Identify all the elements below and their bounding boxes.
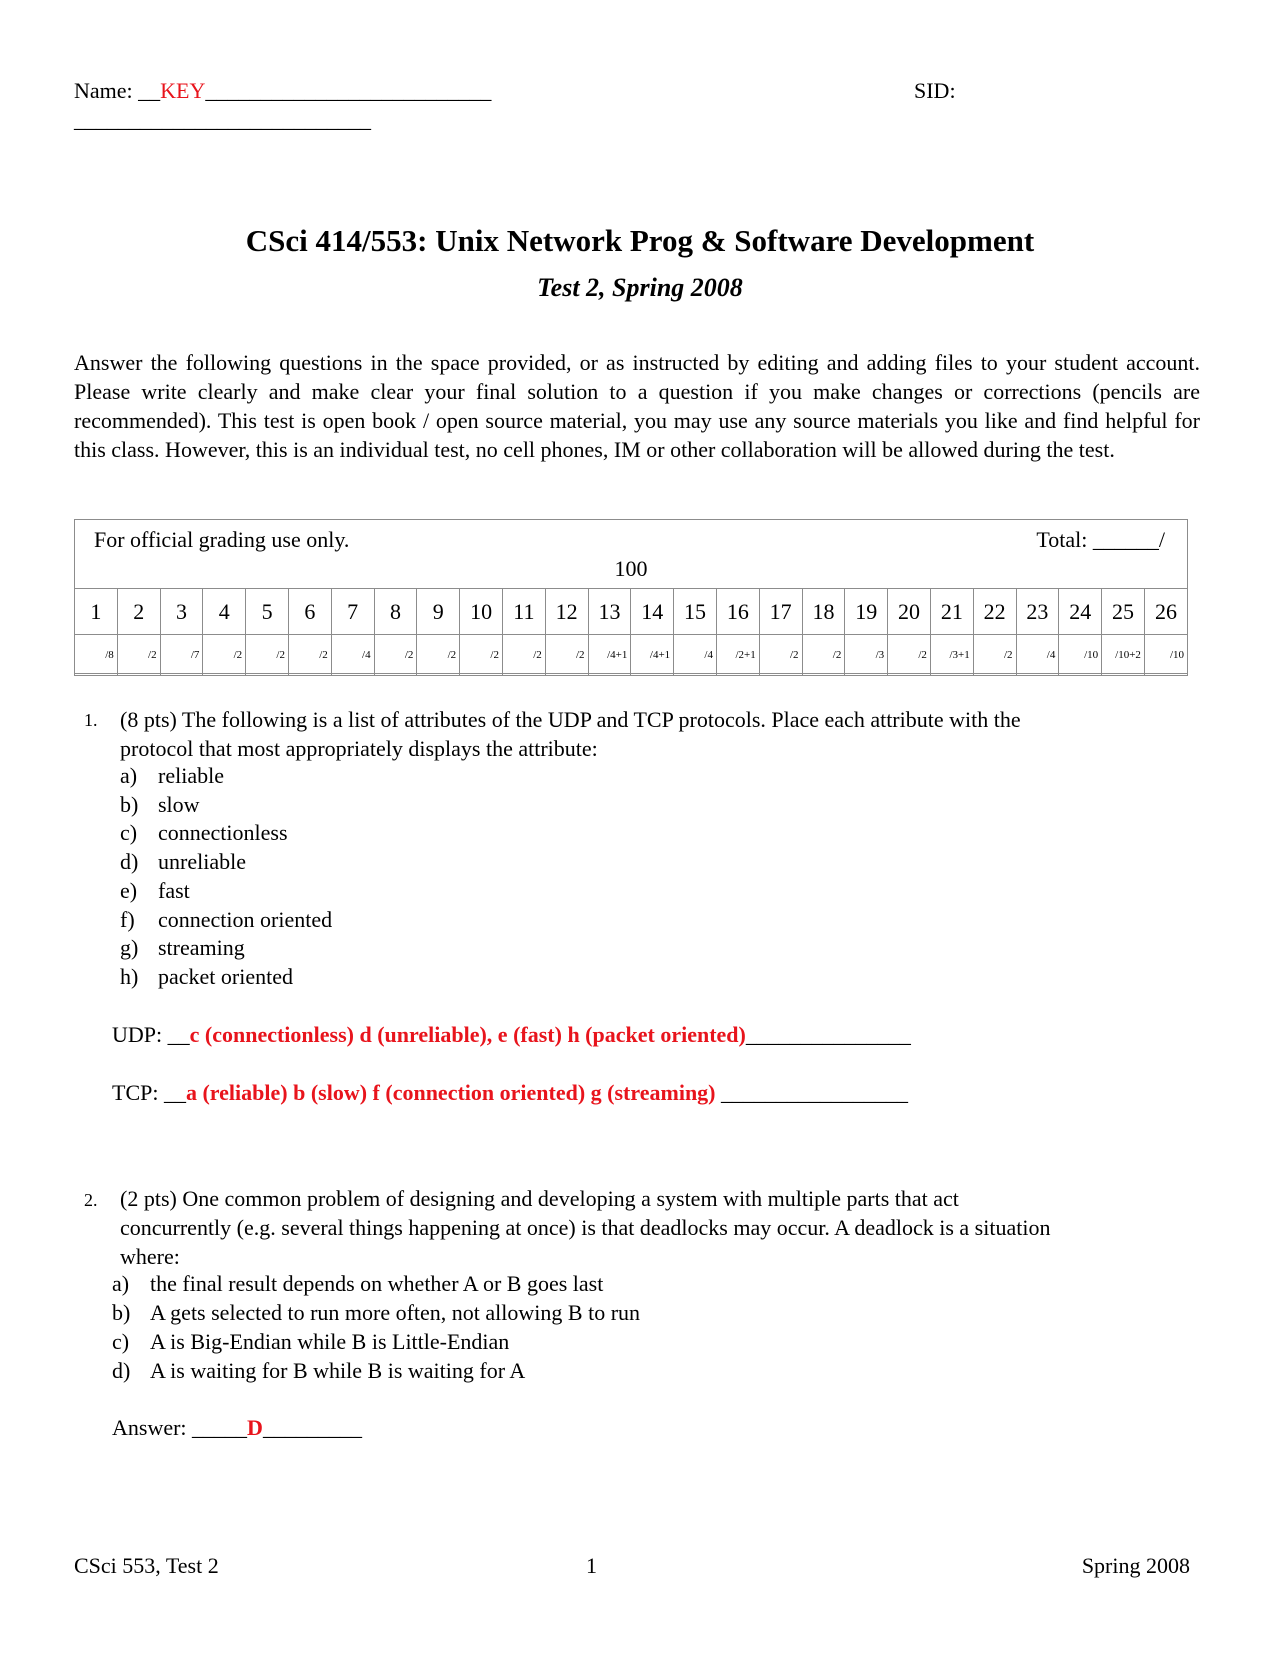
q1-option-text: slow <box>158 791 200 817</box>
grade-number-cell: 16 <box>716 589 759 635</box>
grade-number-cell: 11 <box>502 589 545 635</box>
q1-option-letter: b) <box>120 791 139 817</box>
q1-option-letter: g) <box>120 935 139 961</box>
q1-option-letter: f) <box>120 906 135 932</box>
tcp-answer-tail: _________________ <box>715 1080 909 1105</box>
q2-option-text: A is Big-Endian while B is Little-Endian <box>150 1329 510 1354</box>
q1-text-line2: protocol that most appropriately displays the attribute: <box>120 736 598 761</box>
q1-tcp-answer <box>112 1080 908 1106</box>
grade-number-cell: 18 <box>802 589 845 635</box>
q1-option-text: connection oriented <box>158 906 333 932</box>
udp-answer-text: c (connectionless) d (unreliable), e (fast) h (packet oriented) <box>189 1022 746 1047</box>
q1-option-letter: c) <box>120 820 138 846</box>
grade-points-cell: /2 <box>203 635 246 676</box>
q2-answer-value: D <box>247 1415 263 1440</box>
q2-option-text: A is waiting for B while B is waiting for A <box>150 1358 526 1383</box>
grade-number-cell: 12 <box>545 589 588 635</box>
footer-page-number: 1 <box>586 1553 597 1578</box>
name-field <box>74 77 491 105</box>
q2-text-line1: (2 pts) One common problem of designing and developing a system with multiple parts that act <box>120 1186 959 1211</box>
sid-line: ___________________________ <box>74 107 371 132</box>
grade-points-cell: /2 <box>374 635 417 676</box>
q2-option-letter: a) <box>112 1271 130 1296</box>
grade-points-cell: /4 <box>674 635 717 676</box>
grade-points-cell: /2+1 <box>716 635 759 676</box>
grade-number-cell: 17 <box>759 589 802 635</box>
q1-number: 1. <box>84 710 98 730</box>
q1-option-letter: a) <box>120 763 138 788</box>
instructions-paragraph: Answer the following questions in the space provided, or as instructed by editing and adding files to your student account. Please write clearly and make clear your final solution to a question if you make changes or corrections (pencils are recommended). This test is open book / open source material, you may use any source materials you like and find helpful for this class. However, this is an individual test, no cell phones, IM or other collaboration will be allowed during the test. <box>74 350 1200 462</box>
grade-number-cell: 9 <box>417 589 460 635</box>
udp-answer-tail: _______________ <box>745 1022 911 1047</box>
q1-option-text: fast <box>158 877 190 903</box>
grade-number-cell: 15 <box>674 589 717 635</box>
grade-points-cell: /8 <box>75 635 118 676</box>
question-points-row <box>75 635 1188 676</box>
q1-option-text: reliable <box>158 763 224 788</box>
grade-number-cell: 19 <box>845 589 888 635</box>
q1-option-text: packet oriented <box>158 963 293 989</box>
grade-number-cell: 7 <box>331 589 374 635</box>
q1-option-letter: d) <box>120 849 139 875</box>
grade-points-cell: /3 <box>845 635 888 676</box>
name-pre: __ <box>138 78 161 103</box>
grade-points-cell: /3+1 <box>930 635 973 676</box>
grade-number-cell: 23 <box>1016 589 1059 635</box>
question-number-row <box>75 589 1188 635</box>
grade-number-cell: 25 <box>1102 589 1145 635</box>
grade-points-cell: /2 <box>802 635 845 676</box>
q2-answer <box>112 1415 362 1441</box>
grade-number-cell: 24 <box>1059 589 1102 635</box>
q1-option-text: unreliable <box>158 849 246 875</box>
grade-points-cell: /10+2 <box>1102 635 1145 676</box>
q1-option-letter: e) <box>120 877 138 903</box>
grade-number-cell: 8 <box>374 589 417 635</box>
q2-answer-label: Answer: _____ <box>112 1415 248 1440</box>
q2-option-letter: b) <box>112 1300 131 1325</box>
grade-points-cell: /2 <box>246 635 289 676</box>
q2-answer-tail: _________ <box>262 1415 362 1440</box>
name-label: Name: <box>74 78 133 103</box>
grade-points-cell: /4 <box>1016 635 1059 676</box>
grade-points-cell: /2 <box>888 635 931 676</box>
q1-udp-answer <box>112 1022 911 1048</box>
grade-points-cell: /4 <box>331 635 374 676</box>
grade-number-cell: 4 <box>203 589 246 635</box>
page-subtitle: Test 2, Spring 2008 <box>537 273 743 302</box>
grade-number-cell: 6 <box>288 589 331 635</box>
udp-label: UDP: __ <box>112 1022 190 1047</box>
grade-points-cell: /2 <box>973 635 1016 676</box>
sid-label: SID: <box>914 78 956 103</box>
q2-option-letter: d) <box>112 1358 131 1383</box>
q2-option-text: A gets selected to run more often, not allowing B to run <box>150 1300 641 1325</box>
grade-points-cell: /2 <box>460 635 503 676</box>
grade-points-cell: /4+1 <box>588 635 631 676</box>
grade-number-cell: 3 <box>160 589 203 635</box>
grade-points-cell: /2 <box>417 635 460 676</box>
grade-points-cell: /10 <box>1144 635 1187 676</box>
grade-number-cell: 5 <box>246 589 289 635</box>
grade-points-cell: /2 <box>759 635 802 676</box>
q1-option-letter: h) <box>120 963 139 989</box>
grade-points-cell: /2 <box>117 635 160 676</box>
page-title: CSci 414/553: Unix Network Prog & Software Development <box>245 223 1035 258</box>
q1-option-text: connectionless <box>158 820 288 846</box>
grade-number-cell: 10 <box>460 589 503 635</box>
tcp-answer-text: a (reliable) b (slow) f (connection oriented) g (streaming) <box>185 1080 716 1105</box>
footer-course: CSci 553, Test 2 <box>74 1553 219 1578</box>
q2-text-line3: where: <box>120 1244 180 1269</box>
grading-box <box>74 519 1188 674</box>
grade-number-cell: 21 <box>930 589 973 635</box>
q2-number: 2. <box>84 1190 98 1210</box>
total-value: 100 <box>614 556 648 581</box>
grade-points-cell: /2 <box>288 635 331 676</box>
name-post: __________________________ <box>205 78 492 103</box>
grade-number-cell: 14 <box>631 589 674 635</box>
grade-number-cell: 26 <box>1144 589 1187 635</box>
grade-points-cell: /7 <box>160 635 203 676</box>
grade-number-cell: 22 <box>973 589 1016 635</box>
grade-points-cell: /2 <box>545 635 588 676</box>
grade-points-cell: /2 <box>502 635 545 676</box>
q2-option-text: the final result depends on whether A or B goes last <box>150 1271 604 1296</box>
grading-label: For official grading use only. <box>94 527 350 552</box>
name-value: KEY <box>160 78 206 103</box>
total-label: Total: ______/ <box>1036 527 1165 552</box>
grade-number-cell: 1 <box>75 589 118 635</box>
q2-text-line2: concurrently (e.g. several things happening at once) is that deadlocks may occur. A deadlock is a situation <box>120 1215 1051 1240</box>
q1-option-text: streaming <box>158 935 245 961</box>
footer-term: Spring 2008 <box>1081 1553 1190 1578</box>
grade-points-cell: /4+1 <box>631 635 674 676</box>
q1-text-line1: (8 pts) The following is a list of attributes of the UDP and TCP protocols. Place each attribute with the <box>120 707 1021 732</box>
tcp-label: TCP: __ <box>112 1080 186 1105</box>
grade-number-cell: 2 <box>117 589 160 635</box>
grading-table <box>74 588 1188 676</box>
grade-points-cell: /10 <box>1059 635 1102 676</box>
grade-number-cell: 20 <box>888 589 931 635</box>
q2-option-letter: c) <box>112 1329 130 1354</box>
grade-number-cell: 13 <box>588 589 631 635</box>
